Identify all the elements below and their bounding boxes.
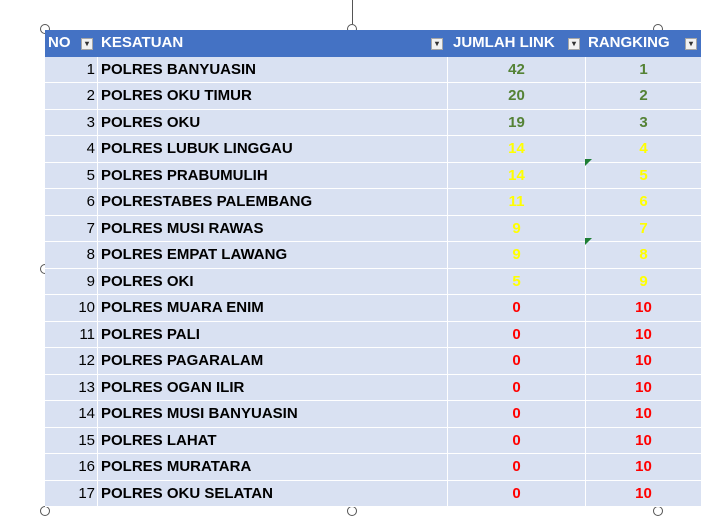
cell-jumlah-link[interactable]: 0 xyxy=(447,348,585,375)
cell-kesatuan[interactable]: POLRES LAHAT xyxy=(97,428,447,455)
cell-jumlah-link[interactable]: 0 xyxy=(447,428,585,455)
cell-kesatuan[interactable]: POLRES MUSI RAWAS xyxy=(97,216,447,243)
cell-jumlah-link[interactable]: 11 xyxy=(447,189,585,216)
cell-no[interactable]: 6 xyxy=(45,189,97,216)
cell-rangking[interactable]: 10 xyxy=(585,401,701,428)
cell-no[interactable]: 8 xyxy=(45,242,97,269)
cell-kesatuan[interactable]: POLRES MURATARA xyxy=(97,454,447,481)
header-kesatuan[interactable] xyxy=(97,30,447,57)
cell-no[interactable]: 9 xyxy=(45,269,97,296)
cell-kesatuan[interactable]: POLRES LUBUK LINGGAU xyxy=(97,136,447,163)
cell-rangking[interactable]: 10 xyxy=(585,428,701,455)
cell-rangking[interactable]: 9 xyxy=(585,269,701,296)
table-row[interactable] xyxy=(45,110,659,137)
cell-rangking[interactable]: 10 xyxy=(585,375,701,402)
cell-jumlah-link[interactable]: 0 xyxy=(447,454,585,481)
table-row[interactable] xyxy=(45,163,659,190)
table-row[interactable] xyxy=(45,83,659,110)
cell-rangking[interactable]: 4 xyxy=(585,136,701,163)
cell-jumlah-link[interactable]: 0 xyxy=(447,481,585,508)
table-row[interactable] xyxy=(45,454,659,481)
table-header xyxy=(45,30,693,57)
cell-no[interactable]: 3 xyxy=(45,110,97,137)
header-no-label: NO xyxy=(48,34,71,51)
table-row[interactable] xyxy=(45,401,659,428)
sort-filter-icon[interactable]: ▾ xyxy=(568,38,580,50)
table-row[interactable] xyxy=(45,216,659,243)
cell-jumlah-link[interactable]: 0 xyxy=(447,401,585,428)
table-row[interactable] xyxy=(45,322,659,349)
header-jumlah-link[interactable] xyxy=(447,30,585,57)
cell-jumlah-link[interactable]: 0 xyxy=(447,375,585,402)
cell-kesatuan[interactable]: POLRES MUSI BANYUASIN xyxy=(97,401,447,428)
filter-dropdown-icon[interactable]: ▾ xyxy=(81,38,93,50)
rotation-handle-line xyxy=(352,0,353,24)
cell-no[interactable]: 17 xyxy=(45,481,97,508)
cell-rangking[interactable]: 10 xyxy=(585,454,701,481)
cell-rangking[interactable]: 7 xyxy=(585,216,701,243)
cell-jumlah-link[interactable]: 9 xyxy=(447,216,585,243)
header-rangking-label: RANGKING xyxy=(588,34,670,51)
table-row[interactable] xyxy=(45,295,659,322)
cell-no[interactable]: 15 xyxy=(45,428,97,455)
cell-kesatuan[interactable]: POLRES MUARA ENIM xyxy=(97,295,447,322)
cell-rangking[interactable]: 2 xyxy=(585,83,701,110)
cell-kesatuan[interactable]: POLRES OKI xyxy=(97,269,447,296)
cell-no[interactable]: 7 xyxy=(45,216,97,243)
cell-rangking[interactable]: 10 xyxy=(585,322,701,349)
cell-jumlah-link[interactable]: 0 xyxy=(447,322,585,349)
table-row[interactable] xyxy=(45,57,659,84)
cell-jumlah-link[interactable]: 19 xyxy=(447,110,585,137)
cell-no[interactable]: 16 xyxy=(45,454,97,481)
green-triangle-indicator-icon xyxy=(585,238,592,245)
cell-no[interactable]: 1 xyxy=(45,57,97,84)
cell-no[interactable]: 13 xyxy=(45,375,97,402)
cell-kesatuan[interactable]: POLRES EMPAT LAWANG xyxy=(97,242,447,269)
cell-jumlah-link[interactable]: 14 xyxy=(447,136,585,163)
cell-kesatuan[interactable]: POLRES OKU SELATAN xyxy=(97,481,447,508)
table-row[interactable] xyxy=(45,242,659,269)
cell-jumlah-link[interactable]: 20 xyxy=(447,83,585,110)
cell-jumlah-link[interactable]: 9 xyxy=(447,242,585,269)
ranking-table xyxy=(45,30,693,512)
cell-no[interactable]: 4 xyxy=(45,136,97,163)
cell-kesatuan[interactable]: POLRES BANYUASIN xyxy=(97,57,447,84)
filter-dropdown-icon[interactable]: ▾ xyxy=(685,38,697,50)
cell-no[interactable]: 10 xyxy=(45,295,97,322)
cell-jumlah-link[interactable]: 5 xyxy=(447,269,585,296)
cell-rangking[interactable]: 1 xyxy=(585,57,701,84)
cell-kesatuan[interactable]: POLRES OKU TIMUR xyxy=(97,83,447,110)
cell-kesatuan[interactable]: POLRES OGAN ILIR xyxy=(97,375,447,402)
cell-no[interactable]: 12 xyxy=(45,348,97,375)
cell-kesatuan[interactable]: POLRES OKU xyxy=(97,110,447,137)
cell-no[interactable]: 11 xyxy=(45,322,97,349)
green-triangle-indicator-icon xyxy=(585,159,592,166)
filter-dropdown-icon[interactable]: ▾ xyxy=(431,38,443,50)
cell-rangking[interactable]: 3 xyxy=(585,110,701,137)
cell-rangking[interactable]: 10 xyxy=(585,481,701,508)
cell-jumlah-link[interactable]: 42 xyxy=(447,57,585,84)
header-rangking[interactable] xyxy=(585,30,701,57)
header-kesatuan-label: KESATUAN xyxy=(101,34,184,51)
table-row[interactable] xyxy=(45,481,659,508)
cell-kesatuan[interactable]: POLRES PALI xyxy=(97,322,447,349)
header-jumlah-link-label: JUMLAH LINK xyxy=(453,34,555,51)
cell-no[interactable]: 2 xyxy=(45,83,97,110)
cell-rangking[interactable]: 6 xyxy=(585,189,701,216)
table-row[interactable] xyxy=(45,136,659,163)
cell-rangking[interactable]: 10 xyxy=(585,348,701,375)
cell-rangking[interactable]: 5 xyxy=(585,163,701,190)
table-row[interactable] xyxy=(45,269,659,296)
header-no[interactable] xyxy=(45,30,97,57)
table-row[interactable] xyxy=(45,189,659,216)
cell-jumlah-link[interactable]: 14 xyxy=(447,163,585,190)
table-row[interactable] xyxy=(45,375,659,402)
cell-kesatuan[interactable]: POLRES PAGARALAM xyxy=(97,348,447,375)
cell-no[interactable]: 14 xyxy=(45,401,97,428)
cell-kesatuan[interactable]: POLRES PRABUMULIH xyxy=(97,163,447,190)
cell-jumlah-link[interactable]: 0 xyxy=(447,295,585,322)
cell-rangking[interactable]: 10 xyxy=(585,295,701,322)
cell-no[interactable]: 5 xyxy=(45,163,97,190)
table-row[interactable] xyxy=(45,428,659,455)
cell-kesatuan[interactable]: POLRESTABES PALEMBANG xyxy=(97,189,447,216)
cell-rangking[interactable]: 8 xyxy=(585,242,701,269)
table-row[interactable] xyxy=(45,348,659,375)
